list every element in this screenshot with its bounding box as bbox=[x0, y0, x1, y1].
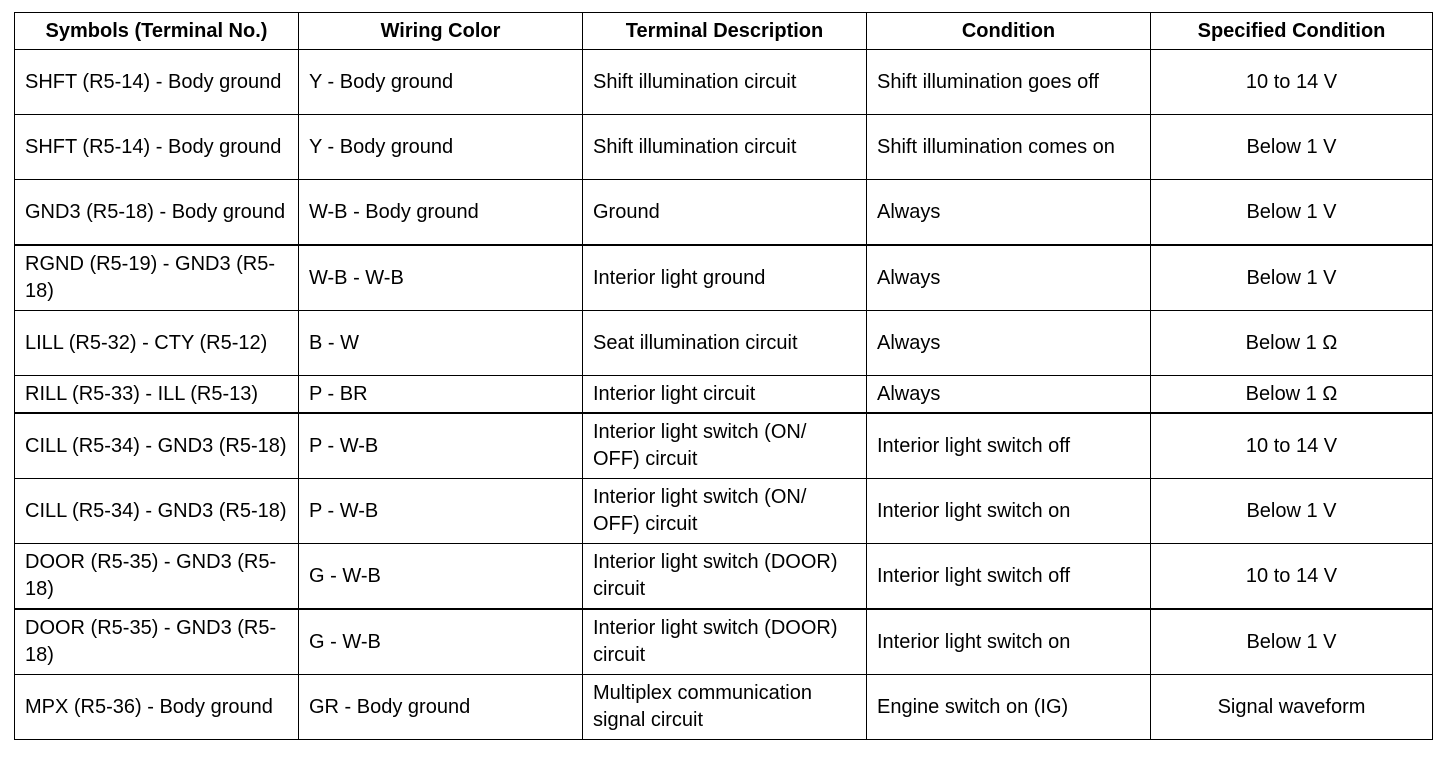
cell-wiring-color: G - W-B bbox=[299, 544, 583, 610]
cell-symbols: LILL (R5-32) - CTY (R5-12) bbox=[15, 311, 299, 376]
cell-specified-condition: 10 to 14 V bbox=[1151, 50, 1433, 115]
cell-specified-condition: Signal waveform bbox=[1151, 675, 1433, 740]
cell-terminal-description: Interior light ground bbox=[583, 245, 867, 311]
cell-specified-condition: Below 1 V bbox=[1151, 245, 1433, 311]
cell-specified-condition: Below 1 V bbox=[1151, 115, 1433, 180]
cell-terminal-description: Interior light switch (DOOR) circuit bbox=[583, 544, 867, 610]
table-row bbox=[15, 50, 1433, 115]
cell-specified-condition: Below 1 Ω bbox=[1151, 311, 1433, 376]
table-row bbox=[15, 544, 1433, 610]
cell-specified-condition: Below 1 V bbox=[1151, 609, 1433, 675]
cell-condition: Interior light switch on bbox=[867, 479, 1151, 544]
cell-symbols: DOOR (R5-35) - GND3 (R5-18) bbox=[15, 609, 299, 675]
cell-symbols: CILL (R5-34) - GND3 (R5-18) bbox=[15, 479, 299, 544]
cell-symbols: CILL (R5-34) - GND3 (R5-18) bbox=[15, 413, 299, 479]
table-row bbox=[15, 180, 1433, 246]
cell-symbols: MPX (R5-36) - Body ground bbox=[15, 675, 299, 740]
cell-condition: Shift illumination goes off bbox=[867, 50, 1151, 115]
cell-wiring-color: G - W-B bbox=[299, 609, 583, 675]
cell-terminal-description: Ground bbox=[583, 180, 867, 246]
cell-wiring-color: Y - Body ground bbox=[299, 50, 583, 115]
table-row bbox=[15, 413, 1433, 479]
header-specified-condition: Specified Condition bbox=[1151, 13, 1433, 50]
header-condition: Condition bbox=[867, 13, 1151, 50]
cell-symbols: SHFT (R5-14) - Body ground bbox=[15, 115, 299, 180]
cell-specified-condition: Below 1 V bbox=[1151, 479, 1433, 544]
cell-wiring-color: W-B - W-B bbox=[299, 245, 583, 311]
cell-condition: Interior light switch off bbox=[867, 413, 1151, 479]
header-terminal-description: Terminal Description bbox=[583, 13, 867, 50]
cell-condition: Shift illumination comes on bbox=[867, 115, 1151, 180]
table-row bbox=[15, 609, 1433, 675]
cell-condition: Always bbox=[867, 180, 1151, 246]
cell-terminal-description: Interior light switch (ON/ OFF) circuit bbox=[583, 479, 867, 544]
cell-terminal-description: Seat illumination circuit bbox=[583, 311, 867, 376]
cell-condition: Always bbox=[867, 376, 1151, 414]
cell-wiring-color: GR - Body ground bbox=[299, 675, 583, 740]
cell-wiring-color: W-B - Body ground bbox=[299, 180, 583, 246]
cell-specified-condition: Below 1 V bbox=[1151, 180, 1433, 246]
cell-terminal-description: Interior light switch (ON/ OFF) circuit bbox=[583, 413, 867, 479]
cell-symbols: RGND (R5-19) - GND3 (R5-18) bbox=[15, 245, 299, 311]
header-wiring-color: Wiring Color bbox=[299, 13, 583, 50]
cell-terminal-description: Shift illumination circuit bbox=[583, 115, 867, 180]
cell-symbols: GND3 (R5-18) - Body ground bbox=[15, 180, 299, 246]
table-row bbox=[15, 245, 1433, 311]
header-row bbox=[15, 13, 1433, 50]
cell-specified-condition: 10 to 14 V bbox=[1151, 544, 1433, 610]
terminal-inspection-table bbox=[14, 12, 1433, 740]
terminal-table-container bbox=[14, 12, 1433, 740]
cell-terminal-description: Interior light circuit bbox=[583, 376, 867, 414]
cell-specified-condition: 10 to 14 V bbox=[1151, 413, 1433, 479]
cell-symbols: RILL (R5-33) - ILL (R5-13) bbox=[15, 376, 299, 414]
cell-terminal-description: Interior light switch (DOOR) circuit bbox=[583, 609, 867, 675]
table-row bbox=[15, 675, 1433, 740]
cell-terminal-description: Shift illumination circuit bbox=[583, 50, 867, 115]
header-symbols: Symbols (Terminal No.) bbox=[15, 13, 299, 50]
table-row bbox=[15, 115, 1433, 180]
table-row bbox=[15, 376, 1433, 414]
cell-wiring-color: P - W-B bbox=[299, 479, 583, 544]
cell-terminal-description: Multiplex communication signal circuit bbox=[583, 675, 867, 740]
cell-condition: Always bbox=[867, 245, 1151, 311]
cell-condition: Always bbox=[867, 311, 1151, 376]
cell-wiring-color: Y - Body ground bbox=[299, 115, 583, 180]
cell-condition: Interior light switch off bbox=[867, 544, 1151, 610]
table-row bbox=[15, 479, 1433, 544]
cell-condition: Interior light switch on bbox=[867, 609, 1151, 675]
cell-symbols: SHFT (R5-14) - Body ground bbox=[15, 50, 299, 115]
cell-wiring-color: B - W bbox=[299, 311, 583, 376]
cell-wiring-color: P - BR bbox=[299, 376, 583, 414]
cell-specified-condition: Below 1 Ω bbox=[1151, 376, 1433, 414]
cell-wiring-color: P - W-B bbox=[299, 413, 583, 479]
cell-symbols: DOOR (R5-35) - GND3 (R5-18) bbox=[15, 544, 299, 610]
cell-condition: Engine switch on (IG) bbox=[867, 675, 1151, 740]
table-row bbox=[15, 311, 1433, 376]
